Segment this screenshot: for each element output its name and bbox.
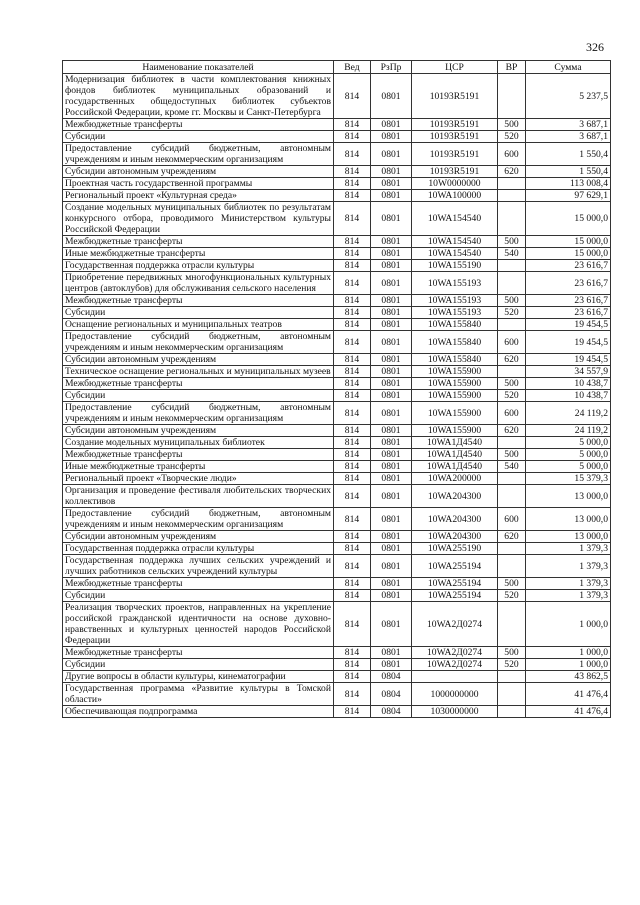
row-vr (498, 260, 526, 272)
row-csr: 10WA1Д4540 (412, 461, 498, 473)
row-csr: 10WA154540 (412, 202, 498, 236)
row-vr: 520 (498, 307, 526, 319)
row-vr (498, 602, 526, 647)
table-row (63, 508, 611, 531)
row-csr: 10WA204300 (412, 485, 498, 508)
row-sum: 13 000,0 (526, 508, 611, 531)
row-vr: 520 (498, 131, 526, 143)
row-vr: 500 (498, 378, 526, 390)
row-vr (498, 319, 526, 331)
row-sum: 43 862,5 (526, 671, 611, 683)
row-name: Модернизация библиотек в части комплектования книжных фондов библиотек муниципальных образований и государственных общедоступных библиотек субъектов Российской Федерации, кроме гг. Москвы и Санкт-Петербурга (63, 74, 334, 119)
row-ved: 814 (334, 331, 371, 354)
row-name: Реализация творческих проектов, направленных на укрепление российской гражданской идентичности на основе духовно-нравственных и культурных ценностей народов Российской Федерации (63, 602, 334, 647)
row-ved: 814 (334, 166, 371, 178)
row-csr: 10WA200000 (412, 473, 498, 485)
row-sum: 1 379,3 (526, 543, 611, 555)
row-rzpr: 0801 (371, 354, 412, 366)
row-vr: 600 (498, 508, 526, 531)
row-vr: 500 (498, 449, 526, 461)
row-sum: 1 379,3 (526, 590, 611, 602)
row-csr: 10WA255190 (412, 543, 498, 555)
row-csr: 10193R5191 (412, 143, 498, 166)
row-rzpr: 0801 (371, 248, 412, 260)
row-ved: 814 (334, 543, 371, 555)
row-sum: 3 687,1 (526, 131, 611, 143)
row-sum: 23 616,7 (526, 295, 611, 307)
row-sum: 5 000,0 (526, 461, 611, 473)
row-sum: 15 000,0 (526, 248, 611, 260)
row-rzpr: 0801 (371, 485, 412, 508)
row-ved: 814 (334, 248, 371, 260)
row-ved: 814 (334, 671, 371, 683)
row-ved: 814 (334, 354, 371, 366)
row-name: Государственная поддержка лучших сельских учреждений и лучших работников сельских учреждений культуры (63, 555, 334, 578)
row-ved: 814 (334, 202, 371, 236)
row-ved: 814 (334, 190, 371, 202)
row-rzpr: 0801 (371, 602, 412, 647)
row-csr: 10WA204300 (412, 508, 498, 531)
row-vr (498, 473, 526, 485)
header-rzpr: РзПр (371, 61, 412, 74)
row-ved: 814 (334, 531, 371, 543)
row-name: Межбюджетные трансферты (63, 378, 334, 390)
row-csr: 1000000000 (412, 683, 498, 706)
row-csr: 10193R5191 (412, 74, 498, 119)
row-csr: 10WA154540 (412, 236, 498, 248)
table-row (63, 671, 611, 683)
row-vr (498, 272, 526, 295)
row-rzpr: 0801 (371, 190, 412, 202)
row-name: Предоставление субсидий бюджетным, автономным учреждениям и иным некоммерческим организациям (63, 508, 334, 531)
row-sum: 41 476,4 (526, 706, 611, 718)
row-name: Государственная программа «Развитие культуры в Томской области» (63, 683, 334, 706)
row-csr: 10WA155900 (412, 378, 498, 390)
header-vr: ВР (498, 61, 526, 74)
row-sum: 23 616,7 (526, 307, 611, 319)
row-name: Предоставление субсидий бюджетным, автономным учреждениям и иным некоммерческим организациям (63, 402, 334, 425)
page-number: 326 (586, 40, 604, 54)
row-name: Субсидии (63, 390, 334, 402)
table-row (63, 190, 611, 202)
row-rzpr: 0801 (371, 473, 412, 485)
row-csr: 10WA155193 (412, 272, 498, 295)
row-rzpr: 0801 (371, 307, 412, 319)
header-sum: Сумма (526, 61, 611, 74)
row-name: Региональный проект «Культурная среда» (63, 190, 334, 202)
row-vr: 500 (498, 647, 526, 659)
row-sum: 24 119,2 (526, 402, 611, 425)
table-body (63, 74, 611, 718)
row-vr: 500 (498, 578, 526, 590)
table-row (63, 555, 611, 578)
row-ved: 814 (334, 272, 371, 295)
row-name: Предоставление субсидий бюджетным, автономным учреждениям и иным некоммерческим организациям (63, 331, 334, 354)
row-ved: 814 (334, 555, 371, 578)
row-name: Проектная часть государственной программы (63, 178, 334, 190)
row-sum: 1 550,4 (526, 166, 611, 178)
row-sum: 5 000,0 (526, 437, 611, 449)
row-sum: 23 616,7 (526, 260, 611, 272)
table-row (63, 295, 611, 307)
row-csr: 10WA155900 (412, 390, 498, 402)
row-sum: 19 454,5 (526, 331, 611, 354)
row-ved: 814 (334, 425, 371, 437)
row-csr: 10WA155190 (412, 260, 498, 272)
row-rzpr: 0801 (371, 236, 412, 248)
table-row (63, 485, 611, 508)
row-vr: 500 (498, 119, 526, 131)
row-vr: 520 (498, 659, 526, 671)
table-row (63, 578, 611, 590)
row-csr: 10193R5191 (412, 131, 498, 143)
row-name: Субсидии (63, 131, 334, 143)
row-name: Государственная поддержка отрасли культуры (63, 260, 334, 272)
row-csr: 1030000000 (412, 706, 498, 718)
row-sum: 97 629,1 (526, 190, 611, 202)
row-name: Создание модельных муниципальных библиотек (63, 437, 334, 449)
row-sum: 15 379,3 (526, 473, 611, 485)
row-name: Межбюджетные трансферты (63, 119, 334, 131)
row-ved: 814 (334, 508, 371, 531)
row-ved: 814 (334, 590, 371, 602)
row-rzpr: 0801 (371, 543, 412, 555)
table-row (63, 602, 611, 647)
row-name: Субсидии автономным учреждениям (63, 425, 334, 437)
row-rzpr: 0801 (371, 202, 412, 236)
row-vr: 540 (498, 248, 526, 260)
row-vr (498, 706, 526, 718)
row-name: Субсидии автономным учреждениям (63, 354, 334, 366)
table-header-row (63, 61, 611, 74)
table-row (63, 119, 611, 131)
row-rzpr: 0801 (371, 437, 412, 449)
table-row (63, 366, 611, 378)
header-ved: Вед (334, 61, 371, 74)
row-name: Приобретение передвижных многофункциональных культурных центров (автоклубов) для обслуживания сельского населения (63, 272, 334, 295)
row-csr: 10WA155840 (412, 354, 498, 366)
row-csr: 10193R5191 (412, 166, 498, 178)
row-sum: 1 379,3 (526, 578, 611, 590)
row-name: Региональный проект «Творческие люди» (63, 473, 334, 485)
row-sum: 1 379,3 (526, 555, 611, 578)
row-csr: 10WA155193 (412, 307, 498, 319)
row-sum: 1 550,4 (526, 143, 611, 166)
row-vr (498, 555, 526, 578)
row-name: Субсидии (63, 307, 334, 319)
table-row (63, 236, 611, 248)
table-row (63, 437, 611, 449)
row-vr (498, 74, 526, 119)
row-name: Субсидии (63, 590, 334, 602)
row-rzpr: 0801 (371, 272, 412, 295)
table-row (63, 647, 611, 659)
row-vr: 600 (498, 331, 526, 354)
table-row (63, 461, 611, 473)
row-name: Субсидии автономным учреждениям (63, 166, 334, 178)
row-vr: 600 (498, 402, 526, 425)
table-row (63, 74, 611, 119)
row-ved: 814 (334, 706, 371, 718)
budget-table (62, 60, 611, 718)
table-row (63, 390, 611, 402)
row-ved: 814 (334, 319, 371, 331)
row-ved: 814 (334, 378, 371, 390)
row-ved: 814 (334, 602, 371, 647)
row-sum: 41 476,4 (526, 683, 611, 706)
table-row (63, 531, 611, 543)
row-csr: 10WA1Д4540 (412, 449, 498, 461)
row-rzpr: 0801 (371, 555, 412, 578)
row-name: Субсидии автономным учреждениям (63, 531, 334, 543)
row-sum: 5 237,5 (526, 74, 611, 119)
row-rzpr: 0801 (371, 119, 412, 131)
row-rzpr: 0801 (371, 331, 412, 354)
table-row (63, 543, 611, 555)
table-row (63, 272, 611, 295)
row-vr: 520 (498, 590, 526, 602)
table-row (63, 260, 611, 272)
row-csr: 10WA204300 (412, 531, 498, 543)
row-name: Техническое оснащение региональных и муниципальных музеев (63, 366, 334, 378)
row-vr: 600 (498, 143, 526, 166)
row-csr: 10193R5191 (412, 119, 498, 131)
table-row (63, 307, 611, 319)
row-vr (498, 671, 526, 683)
row-csr: 10WA155900 (412, 402, 498, 425)
row-rzpr: 0804 (371, 706, 412, 718)
row-rzpr: 0801 (371, 319, 412, 331)
row-sum: 13 000,0 (526, 485, 611, 508)
row-sum: 24 119,2 (526, 425, 611, 437)
row-name: Межбюджетные трансферты (63, 295, 334, 307)
row-rzpr: 0801 (371, 461, 412, 473)
row-name: Межбюджетные трансферты (63, 449, 334, 461)
table-row (63, 202, 611, 236)
table-row (63, 178, 611, 190)
row-ved: 814 (334, 683, 371, 706)
table-row (63, 425, 611, 437)
row-sum: 1 000,0 (526, 659, 611, 671)
row-csr: 10WA255194 (412, 578, 498, 590)
row-name: Другие вопросы в области культуры, кинематографии (63, 671, 334, 683)
row-csr: 10WA155840 (412, 331, 498, 354)
row-csr: 10WA255194 (412, 555, 498, 578)
row-ved: 814 (334, 437, 371, 449)
row-ved: 814 (334, 461, 371, 473)
row-sum: 1 000,0 (526, 602, 611, 647)
row-rzpr: 0801 (371, 295, 412, 307)
row-rzpr: 0801 (371, 590, 412, 602)
row-ved: 814 (334, 659, 371, 671)
header-csr: ЦСР (412, 61, 498, 74)
table-row (63, 449, 611, 461)
row-ved: 814 (334, 449, 371, 461)
table-row (63, 473, 611, 485)
row-name: Межбюджетные трансферты (63, 236, 334, 248)
row-vr (498, 543, 526, 555)
row-name: Иные межбюджетные трансферты (63, 248, 334, 260)
row-vr (498, 366, 526, 378)
table-row (63, 319, 611, 331)
row-ved: 814 (334, 143, 371, 166)
row-rzpr: 0801 (371, 390, 412, 402)
row-rzpr: 0804 (371, 671, 412, 683)
row-sum: 15 000,0 (526, 202, 611, 236)
row-ved: 814 (334, 295, 371, 307)
row-vr (498, 437, 526, 449)
row-rzpr: 0801 (371, 402, 412, 425)
row-name: Субсидии (63, 659, 334, 671)
row-ved: 814 (334, 647, 371, 659)
row-rzpr: 0801 (371, 178, 412, 190)
table-row (63, 131, 611, 143)
row-sum: 15 000,0 (526, 236, 611, 248)
row-ved: 814 (334, 402, 371, 425)
row-ved: 814 (334, 74, 371, 119)
row-csr: 10WA155900 (412, 425, 498, 437)
row-rzpr: 0801 (371, 425, 412, 437)
row-name: Межбюджетные трансферты (63, 578, 334, 590)
header-name: Наименование показателей (63, 61, 334, 74)
row-rzpr: 0801 (371, 166, 412, 178)
row-csr: 10WA2Д0274 (412, 659, 498, 671)
row-sum: 1 000,0 (526, 647, 611, 659)
row-rzpr: 0801 (371, 508, 412, 531)
row-name: Иные межбюджетные трансферты (63, 461, 334, 473)
row-sum: 19 454,5 (526, 354, 611, 366)
row-vr: 620 (498, 166, 526, 178)
row-name: Организация и проведение фестиваля любительских творческих коллективов (63, 485, 334, 508)
row-name: Государственная поддержка отрасли культуры (63, 543, 334, 555)
row-rzpr: 0801 (371, 531, 412, 543)
table-row (63, 166, 611, 178)
row-csr: 10WA1Д4540 (412, 437, 498, 449)
row-sum: 5 000,0 (526, 449, 611, 461)
row-ved: 814 (334, 366, 371, 378)
row-vr (498, 485, 526, 508)
row-csr: 10WA2Д0274 (412, 647, 498, 659)
row-sum: 3 687,1 (526, 119, 611, 131)
row-rzpr: 0801 (371, 449, 412, 461)
table-row (63, 590, 611, 602)
row-sum: 10 438,7 (526, 378, 611, 390)
table-row (63, 659, 611, 671)
row-ved: 814 (334, 578, 371, 590)
row-ved: 814 (334, 390, 371, 402)
row-rzpr: 0801 (371, 74, 412, 119)
row-sum: 10 438,7 (526, 390, 611, 402)
row-rzpr: 0801 (371, 378, 412, 390)
row-vr: 500 (498, 295, 526, 307)
row-csr: 10WA255194 (412, 590, 498, 602)
row-vr (498, 178, 526, 190)
table-row (63, 248, 611, 260)
table-row (63, 402, 611, 425)
row-vr: 620 (498, 354, 526, 366)
row-sum: 113 008,4 (526, 178, 611, 190)
table-row (63, 143, 611, 166)
row-csr: 10WA2Д0274 (412, 602, 498, 647)
row-csr: 10WA155193 (412, 295, 498, 307)
row-rzpr: 0801 (371, 260, 412, 272)
row-rzpr: 0801 (371, 131, 412, 143)
row-csr: 10W0000000 (412, 178, 498, 190)
row-csr: 10WA100000 (412, 190, 498, 202)
row-vr: 520 (498, 390, 526, 402)
row-ved: 814 (334, 485, 371, 508)
row-vr: 540 (498, 461, 526, 473)
row-ved: 814 (334, 236, 371, 248)
row-rzpr: 0804 (371, 683, 412, 706)
row-rzpr: 0801 (371, 578, 412, 590)
row-ved: 814 (334, 473, 371, 485)
row-csr: 10WA154540 (412, 248, 498, 260)
row-vr: 620 (498, 531, 526, 543)
row-ved: 814 (334, 119, 371, 131)
row-ved: 814 (334, 178, 371, 190)
row-rzpr: 0801 (371, 659, 412, 671)
row-name: Межбюджетные трансферты (63, 647, 334, 659)
row-sum: 19 454,5 (526, 319, 611, 331)
row-sum: 34 557,9 (526, 366, 611, 378)
row-ved: 814 (334, 131, 371, 143)
row-csr: 10WA155840 (412, 319, 498, 331)
table-row (63, 378, 611, 390)
row-vr: 500 (498, 236, 526, 248)
row-rzpr: 0801 (371, 143, 412, 166)
row-vr: 620 (498, 425, 526, 437)
table-row (63, 706, 611, 718)
row-csr (412, 671, 498, 683)
row-ved: 814 (334, 307, 371, 319)
row-sum: 13 000,0 (526, 531, 611, 543)
row-rzpr: 0801 (371, 366, 412, 378)
row-name: Создание модельных муниципальных библиотек по результатам конкурсного отбора, проводимого Министерством культуры Российской Федерации (63, 202, 334, 236)
row-vr (498, 683, 526, 706)
row-name: Оснащение региональных и муниципальных театров (63, 319, 334, 331)
row-vr (498, 190, 526, 202)
row-rzpr: 0801 (371, 647, 412, 659)
table-row (63, 331, 611, 354)
row-vr (498, 202, 526, 236)
row-csr: 10WA155900 (412, 366, 498, 378)
row-name: Обеспечивающая подпрограмма (63, 706, 334, 718)
row-name: Предоставление субсидий бюджетным, автономным учреждениям и иным некоммерческим организациям (63, 143, 334, 166)
row-sum: 23 616,7 (526, 272, 611, 295)
row-ved: 814 (334, 260, 371, 272)
table-row (63, 354, 611, 366)
table-row (63, 683, 611, 706)
